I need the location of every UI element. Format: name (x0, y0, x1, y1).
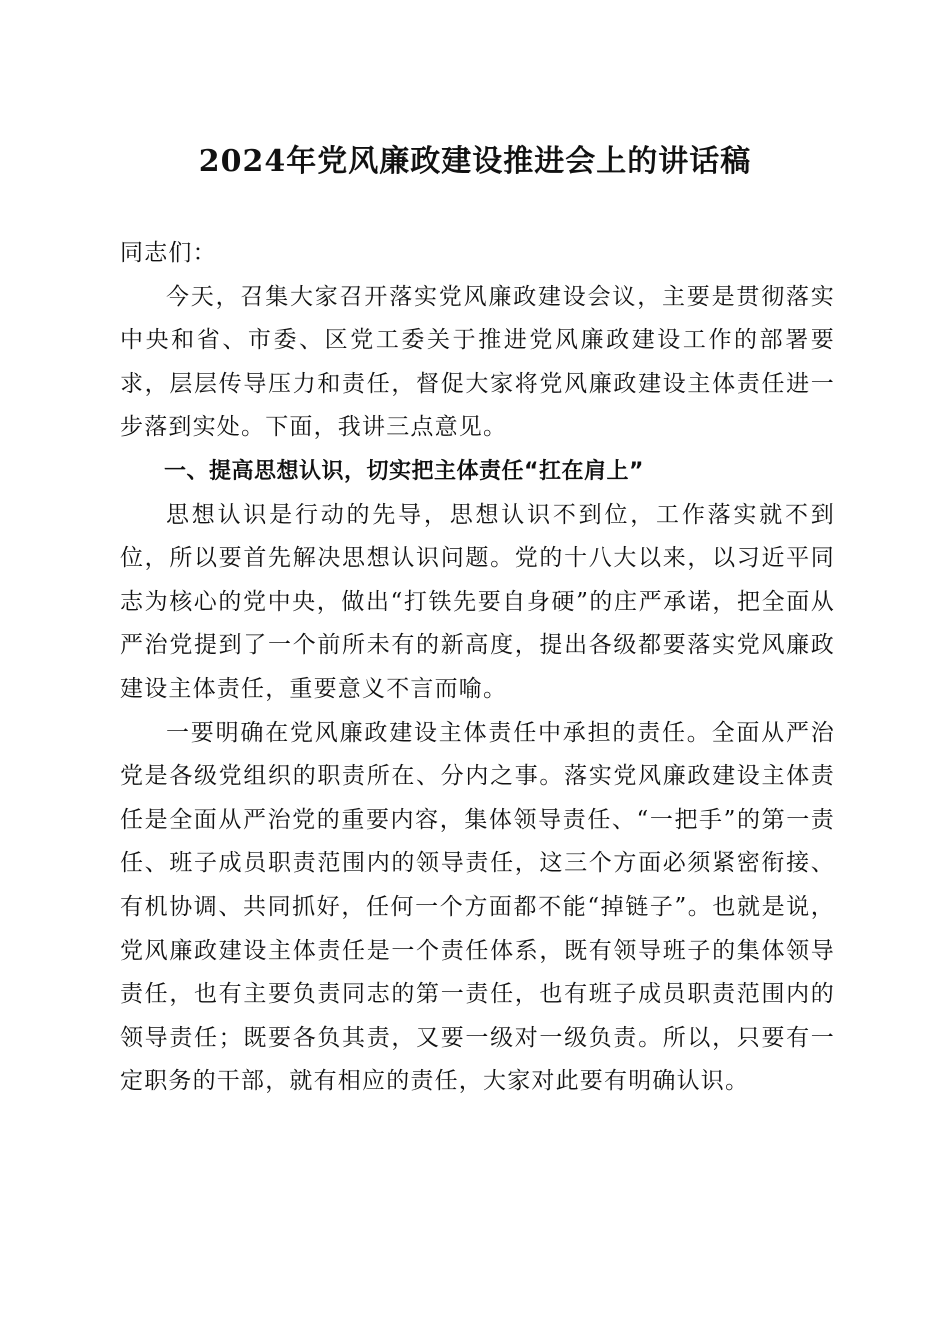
document-body (120, 232, 835, 1104)
intro-paragraph: 今天，召集大家召开落实党风廉政建设会议，主要是贯彻落实中央和省、市委、区党工委关于推进党风廉政建设工作的部署要求，层层传导压力和责任，督促大家将党风廉政建设主体责任进一步落到实处。下面，我讲三点意见。 (120, 283, 835, 441)
document-title: 2024年党风廉政建设推进会上的讲话稿 (198, 144, 752, 179)
section-paragraph-2: 一要明确在党风廉政建设主体责任中承担的责任。全面从严治党是各级党组织的职责所在、分内之事。落实党风廉政建设主体责任是全面从严治党的重要内容，集体领导责任、“一把手”的第一责任、班子成员职责范围内的领导责任，这三个方面必须紧密衔接、有机协调、共同抓好，任何一个方面都不能“掉链子”。也就是说，党风廉政建设主体责任是一个责任体系，既有领导班子的集体领导责任，也有主要负责同志的第一责任，也有班子成员职责范围内的领导责任；既要各负其责，又要一级对一级负责。所以，只要有一定职务的干部，就有相应的责任，大家对此要有明确认识。 (120, 719, 835, 1095)
section-paragraph-1: 思想认识是行动的先导，思想认识不到位，工作落实就不到位，所以要首先解决思想认识问题。党的十八大以来，以习近平同志为核心的党中央，做出“打铁先要自身硬”的庄严承诺，把全面从严治党提到了一个前所未有的新高度，提出各级都要落实党风廉政建设主体责任，重要意义不言而喻。 (120, 501, 835, 702)
section-heading: 一、提高思想认识，切实把主体责任“扛在肩上” (164, 458, 644, 484)
salutation: 同志们： (120, 240, 217, 266)
